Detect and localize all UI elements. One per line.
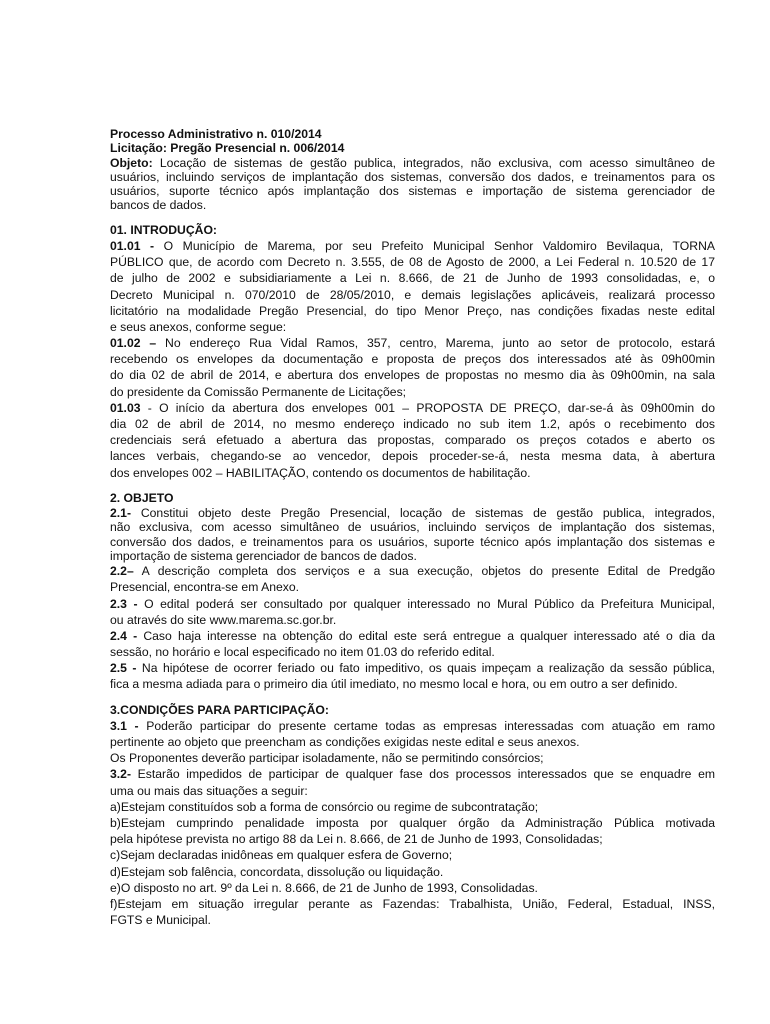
paragraph-line: 01.03 - O início da abertura dos envelopes 001 – PROPOSTA DE PREÇO, dar-se-á às 09h00min do [110,400,715,415]
paragraph-line: 2.5 - Na hipótese de ocorrer feriado ou fato impeditivo, os quais impeçam a realização da sessão pública, [110,661,715,676]
paragraph-line: 01.01 - O Município de Marema, por seu Prefeito Municipal Senhor Valdomiro Bevilaqua, TORNA [110,238,715,253]
paragraph-line: licitatório na modalidade Pregão Presencial, do tipo Menor Preço, nas condições fixadas neste edital [110,303,715,318]
paragraph-line: 2.3 - O edital poderá ser consultado por qualquer interessado no Mural Público da Prefeitura Municipal, [110,596,715,611]
paragraph-line: dia 02 de abril de 2014, no mesmo endereço indicado no sub item 1.2, após o recebimento dos [110,417,715,432]
document-page [110,127,715,928]
list-item: f)Estejam em situação irregular perante as Fazendas: Trabalhista, União, Federal, Estadual, INSS, [110,896,715,911]
section-title-conditions: 3.CONDIÇÕES PARA PARTICIPAÇÃO: [110,702,329,717]
list-item: pela hipótese prevista no artigo 88 da Lei n. 8.666, de 21 de Junho de 1993, Consolidadas; [110,832,603,847]
section-title-object: 2. OBJETO [110,490,174,505]
paragraph-line: conversão dos dados, e treinamentos para os usuários, suporte técnico após implantação dos sistemas e [110,534,715,549]
paragraph-line: dos envelopes 002 – HABILITAÇÃO, contendo os documentos de habilitação. [110,465,531,480]
paragraph-line: 01.02 – No endereço Rua Vidal Ramos, 357, centro, Marema, junto ao setor de protocolo, estará [110,336,715,351]
list-item: d)Estejam sob falência, concordata, dissolução ou liquidação. [110,864,444,879]
paragraph-line: de julho de 2002 e subsidiariamente a Lei n. 8.666, de 21 de Junho de 1993 consolidadas, e, o [110,271,715,286]
paragraph-line: ou através do site www.marema.sc.gor.br. [110,612,337,627]
list-item: FGTS e Municipal. [110,913,211,928]
paragraph-line: recebendo os envelopes da documentação e proposta de preços dos interessados até às 09h00min [110,352,715,367]
list-item: e)O disposto no art. 9º da Lei n. 8.666, de 21 de Junho de 1993, Consolidadas. [110,880,538,895]
paragraph-line: credenciais será efetuado a abertura das propostas, comparado os preços cotados e aberto os [110,433,715,448]
section-title-introduction: 01. INTRODUÇÃO: [110,222,217,237]
paragraph-line: Decreto Municipal n. 070/2010 de 28/05/2010, e demais legislações aplicáveis, realizará processo [110,287,715,302]
list-item: c)Sejam declaradas inidôneas em qualquer esfera de Governo; [110,848,453,863]
bid-number: Licitação: Pregão Presencial n. 006/2014 [110,141,345,156]
paragraph-line: lances verbais, chegando-se ao vencedor, depois proceder-se-á, nesta mesma data, à abertura [110,449,715,464]
paragraph-line: do presidente da Comissão Permanente de Licitações; [110,384,407,399]
paragraph-line: Os Proponentes deverão participar isoladamente, não se permitindo consórcios; [110,751,544,766]
paragraph-line: Presencial, encontra-se em Anexo. [110,580,300,595]
paragraph-line: e seus anexos, conforme segue: [110,319,287,334]
paragraph-line: 3.2- Estarão impedidos de participar de qualquer fase dos processos interessados que se enquadre em [110,767,715,782]
paragraph-line: do dia 02 de abril de 2014, e abertura dos envelopes de propostas no mesmo dia às 09h00min, na sala [110,368,715,383]
paragraph-line: PÚBLICO que, de acordo com Decreto n. 3.555, de 08 de Agosto de 2000, a Lei Federal n. 10.520 de 17 [110,255,715,270]
paragraph-line: não exclusiva, com acesso simultâneo de usuários, incluindo serviços de implantação dos sistemas, [110,520,715,535]
object-line: Objeto: Locação de sistemas de gestão publica, integrados, não exclusiva, com acesso simultâneo de [110,155,715,170]
object-line: usuários, suporte técnico após implantação dos sistemas e importação de sistema gerenciador de [110,184,715,199]
paragraph-line: fica a mesma adiada para o primeiro dia útil imediato, no mesmo local e hora, ou em outro a ser definido. [110,677,678,692]
list-item: b)Estejam cumprindo penalidade imposta por qualquer órgão da Administração Pública motivada [110,815,715,830]
paragraph-line: importação de sistema gerenciador de bancos de dados. [110,548,417,563]
object-line: bancos de dados. [110,198,207,213]
paragraph-line: 2.2– A descrição completa dos serviços e a sua execução, objetos do presente Edital de Predgão [110,564,715,579]
paragraph-line: 3.1 - Poderão participar do presente certame todas as empresas interessadas com atuação em ramo [110,718,715,733]
paragraph-line: pertinente ao objeto que preencham as condições exigidas neste edital e seus anexos. [110,735,580,750]
paragraph-line: uma ou mais das situações a seguir: [110,783,308,798]
list-item: a)Estejam constituídos sob a forma de consórcio ou regime de subcontratação; [110,799,539,814]
paragraph-line: sessão, no horário e local especificado no item 01.03 do referido edital. [110,645,495,660]
paragraph-line: 2.1- Constitui objeto deste Pregão Presencial, locação de sistemas de gestão publica, integrados, [110,505,715,520]
process-number: Processo Administrativo n. 010/2014 [110,127,322,141]
object-line: usuários, incluindo serviços de implantação dos sistemas, conversão dos dados, e treinamentos para os [110,169,715,184]
paragraph-line: 2.4 - Caso haja interesse na obtenção do edital este será entregue a qualquer interessado até o dia da [110,628,715,643]
